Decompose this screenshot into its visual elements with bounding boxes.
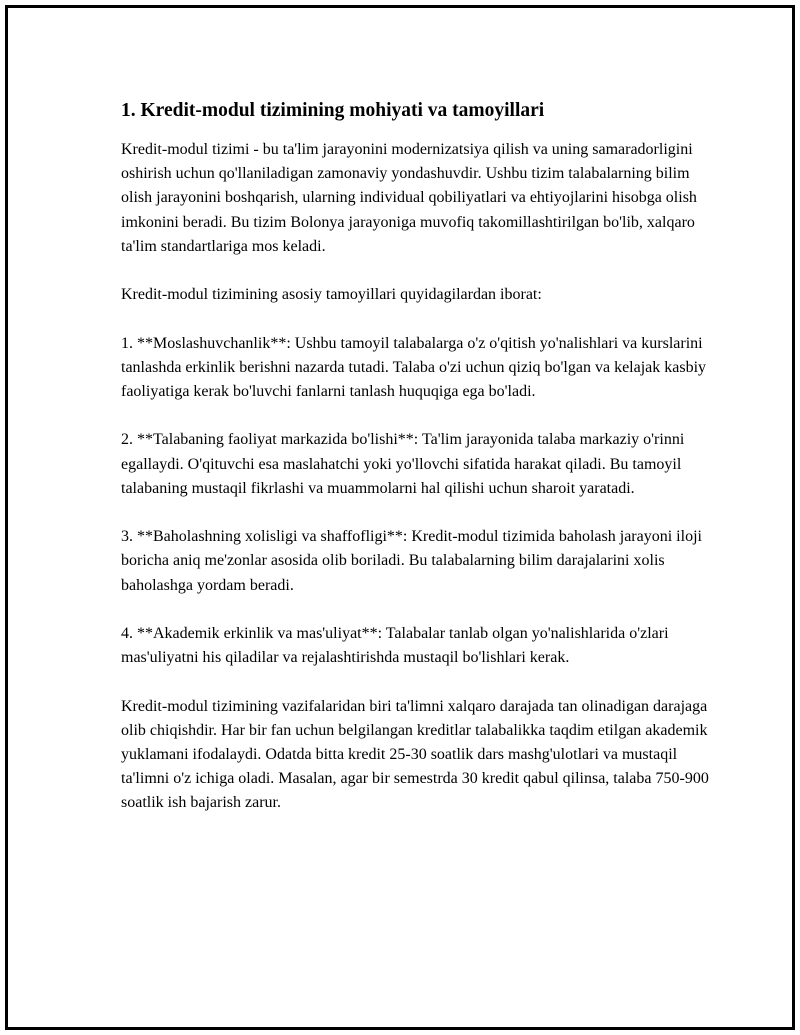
paragraph-principles-lead: Kredit-modul tizimining asosiy tamoyillari quyidagilardan iborat:	[121, 286, 542, 304]
paragraph-principle-4: 4. **Akademik erkinlik va mas'uliyat**: Talabalar tanlab olgan yo'nalishlarida o'zlari mas'uliyatni his qiladilar va rejalashtirishda mustaqil bo'lishlari kerak.	[121, 624, 669, 667]
page-frame	[5, 5, 795, 1030]
document-body	[121, 98, 711, 840]
paragraph-intro: Kredit-modul tizimi - bu ta'lim jarayonini modernizatsiya qilish va uning samaradorligini oshirish uchun qo'llaniladigan zamonaviy yondashuvdir. Ushbu tizim talabalarning bilim olish jarayonini boshqarish, ularning individual qobiliyatlari va ehtiyojlarini hisobga olish imkonini beradi. Bu tizim Bolonya jarayoniga muvofiq takomillashtirilgan bo'lib, xalqaro ta'lim standartlariga mos keladi.	[121, 141, 697, 255]
paragraph-principle-1: 1. **Moslashuvchanlik**: Ushbu tamoyil talabalarga o'z o'qitish yo'nalishlari va kurslarini tanlashda erkinlik berishni nazarda tutadi. Talaba o'zi uchun qiziq bo'lgan va kelajak kasbiy faoliyatiga kerak bo'luvchi fanlarni tanlash huquqiga ega bo'ladi.	[121, 334, 707, 400]
paragraph-principle-3: 3. **Baholashning xolisligi va shaffofligi**: Kredit-modul tizimida baholash jarayoni iloji boricha aniq me'zonlar asosida olib boriladi. Bu talabalarning bilim darajalarini xolis baholashga yordam beradi.	[121, 528, 702, 594]
section-heading: 1. Kredit-modul tizimining mohiyati va tamoyillari	[121, 100, 545, 121]
paragraph-credits: Kredit-modul tizimining vazifalaridan biri ta'limni xalqaro darajada tan olinadigan darajaga olib chiqishdir. Har bir fan uchun belgilangan kreditlar talabalikka taqdim etilgan akademik yuklamani ifodalaydi. Odatda bitta kredit 25-30 soatlik dars mashg'ulotlari va mustaqil ta'limni o'z ichiga oladi. Masalan, agar bir semestrda 30 kredit qabul qilinsa, talaba 750-900 soatlik ish bajarish zarur.	[121, 697, 709, 812]
paragraph-principle-2: 2. **Talabaning faoliyat markazida bo'lishi**: Ta'lim jarayonida talaba markaziy o'rinni egallaydi. O'qituvchi esa maslahatchi yoki yo'llovchi sifatida harakat qiladi. Bu tamoyil talabaning mustaqil fikrlashi va muammolarni hal qilishi uchun sharoit yaratadi.	[121, 431, 685, 497]
